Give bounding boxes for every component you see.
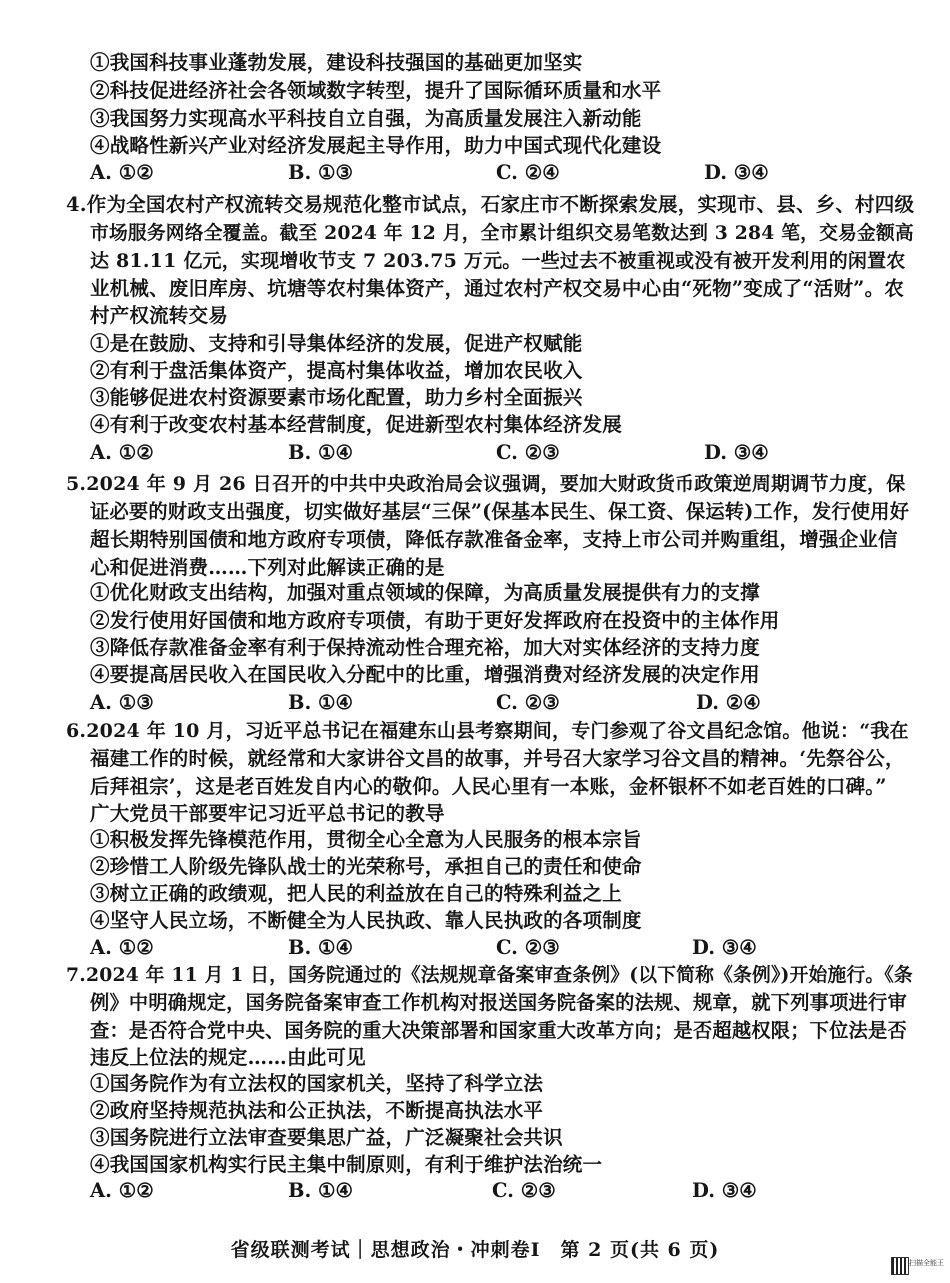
- q7-option-b: B. ①④: [288, 1179, 354, 1202]
- q4-option-a: A. ①②: [90, 441, 154, 464]
- q5-stmt-2: ②发行使用好国债和地方政府专项债，有助于更好发挥政府在投资中的主体作用: [90, 609, 780, 632]
- q4-stem-line-1: 4.作为全国农村产权流转交易规范化整市试点，石家庄市不断探索发展，实现市、县、乡、村四级: [66, 193, 915, 216]
- q3-option-b: B. ①③: [288, 161, 354, 184]
- q4-stem-line-3: 达 81.11 亿元，实现增收节支 7 203.75 万元。一些过去不被重视或没有被开发利用的闲置农: [90, 250, 906, 272]
- q7-option-c: C. ②③: [492, 1179, 556, 1202]
- q4-option-b: B. ①④: [288, 441, 354, 464]
- q4-stem-line-2: 市场服务网络全覆盖。截至 2024 年 12 月，全市累计组织交易笔数达到 3 284 笔，交易金额高: [90, 222, 914, 244]
- q7-stmt-3: ③国务院进行立法审查要集思广益，广泛凝聚社会共识: [90, 1126, 563, 1149]
- q4-stmt-4: ④有利于改变农村基本经营制度，促进新型农村集体经济发展: [90, 413, 622, 436]
- q5-option-c: C. ②③: [496, 691, 560, 714]
- q3-stmt-3: ③我国努力实现高水平科技自立自强，为高质量发展注入新动能: [90, 107, 642, 130]
- q7-stmt-4: ④我国国家机构实行民主集中制原则，有利于维护法治统一: [90, 1153, 603, 1176]
- q5-stmt-4: ④要提高居民收入在国民收入分配中的比重，增强消费对经济发展的决定作用: [90, 663, 760, 686]
- q6-option-a: A. ①②: [90, 936, 154, 959]
- q5-option-b: B. ①④: [288, 691, 354, 714]
- q6-option-c: C. ②③: [496, 936, 560, 959]
- q5-option-a: A. ①③: [90, 691, 154, 714]
- q7-stem-line-1: 7.2024 年 11 月 1 日，国务院通过的《法规规章备案审查条例》(以下简称《条例》)开始施行。《条: [66, 964, 913, 986]
- q6-stem-line-3: 后拜祖宗’，这是老百姓发自内心的敬仰。人民心里有一本账，金杯银杯不如老百姓的口碑。”: [90, 775, 887, 798]
- q4-stem-line-5: 村产权流转交易: [90, 304, 228, 327]
- q7-option-a: A. ①②: [90, 1179, 154, 1202]
- q6-stmt-4: ④坚守人民立场，不断健全为人民执政、靠人民执政的各项制度: [90, 909, 642, 932]
- q5-stem-line-3: 超长期特别国债和地方政府专项债，降低存款准备金率，支持上市公司并购重组，增强企业信: [90, 528, 898, 551]
- q6-stem-line-4: 广大党员干部要牢记习近平总书记的教导: [90, 802, 445, 825]
- q6-option-d: D. ③④: [692, 936, 757, 959]
- q4-stmt-3: ③能够促进农村资源要素市场化配置，助力乡村全面振兴: [90, 386, 583, 409]
- q7-stem-line-2: 例》中明确规定，国务院备案审查工作机构对报送国务院备案的法规、规章，就下列事项进行审: [90, 991, 907, 1014]
- q3-option-c: C. ②④: [496, 161, 560, 184]
- q5-option-d: D. ②④: [696, 691, 761, 714]
- q5-stmt-1: ①优化财政支出结构，加强对重点领域的保障，为高质量发展提供有力的支撑: [90, 581, 760, 604]
- q7-stem-line-4: 违反上位法的规定……由此可见: [90, 1046, 366, 1069]
- q5-stem-line-1: 5.2024 年 9 月 26 日召开的中共中央政治局会议强调，要加大财政货币政策逆周期调节力度，保: [66, 473, 906, 495]
- q7-stem-line-3: 查：是否符合党中央、国务院的重大决策部署和国家重大改革方向；是否超越权限；下位法是否: [90, 1019, 907, 1042]
- q4-option-c: C. ②③: [496, 441, 560, 464]
- q6-stmt-1: ①积极发挥先锋模范作用，贯彻全心全意为人民服务的根本宗旨: [90, 828, 642, 851]
- q3-option-d: D. ③④: [704, 161, 769, 184]
- scanner-watermark: 扫描全能王: [909, 1259, 944, 1267]
- q4-stem-line-4: 业机械、废旧库房、坑塘等农村集体资产，通过农村产权交易中心由“死物”变成了“活财”。农: [90, 277, 904, 300]
- q6-stmt-2: ②珍惜工人阶级先锋队战士的光荣称号，承担自己的责任和使命: [90, 855, 642, 878]
- q4-option-d: D. ③④: [704, 441, 769, 464]
- q3-stmt-1: ①我国科技事业蓬勃发展，建设科技强国的基础更加坚实: [90, 51, 583, 74]
- q6-stem-line-1: 6.2024 年 10 月，习近平总书记在福建东山县考察期间，专门参观了谷文昌纪念馆。他说：“我在: [66, 720, 909, 742]
- q7-stmt-1: ①国务院作为有立法权的国家机关，坚持了科学立法: [90, 1072, 544, 1095]
- q5-stem-line-4: 心和促进消费……下列对此解读正确的是: [90, 556, 445, 579]
- q5-stmt-3: ③降低存款准备金率有利于保持流动性合理充裕，加大对实体经济的支持力度: [90, 636, 760, 659]
- q7-option-d: D. ③④: [692, 1179, 757, 1202]
- q6-stem-line-2: 福建工作的时候，就经常和大家讲谷文昌的故事，并号召大家学习谷文昌的精神。‘先祭谷公，: [90, 747, 905, 770]
- q3-stmt-2: ②科技促进经济社会各领域数字转型，提升了国际循环质量和水平: [90, 79, 662, 102]
- q6-stmt-3: ③树立正确的政绩观，把人民的利益放在自己的特殊利益之上: [90, 882, 622, 905]
- qr-code-icon: [891, 1257, 909, 1275]
- page-footer: 省级联测考试｜思想政治・冲刺卷Ⅰ 第 2 页(共 6 页): [230, 1239, 720, 1261]
- q6-option-b: B. ①④: [288, 936, 354, 959]
- q3-option-a: A. ①②: [90, 161, 154, 184]
- q3-stmt-4: ④战略性新兴产业对经济发展起主导作用，助力中国式现代化建设: [90, 134, 662, 157]
- q5-stem-line-2: 证必要的财政支出强度，切实做好基层“三保”(保基本民生、保工资、保运转)工作，发行使用好: [90, 500, 910, 523]
- q7-stmt-2: ②政府坚持规范执法和公正执法，不断提高执法水平: [90, 1099, 544, 1122]
- q4-stmt-1: ①是在鼓励、支持和引导集体经济的发展，促进产权赋能: [90, 332, 583, 355]
- q4-stmt-2: ②有利于盘活集体资产，提高村集体收益，增加农民收入: [90, 359, 583, 382]
